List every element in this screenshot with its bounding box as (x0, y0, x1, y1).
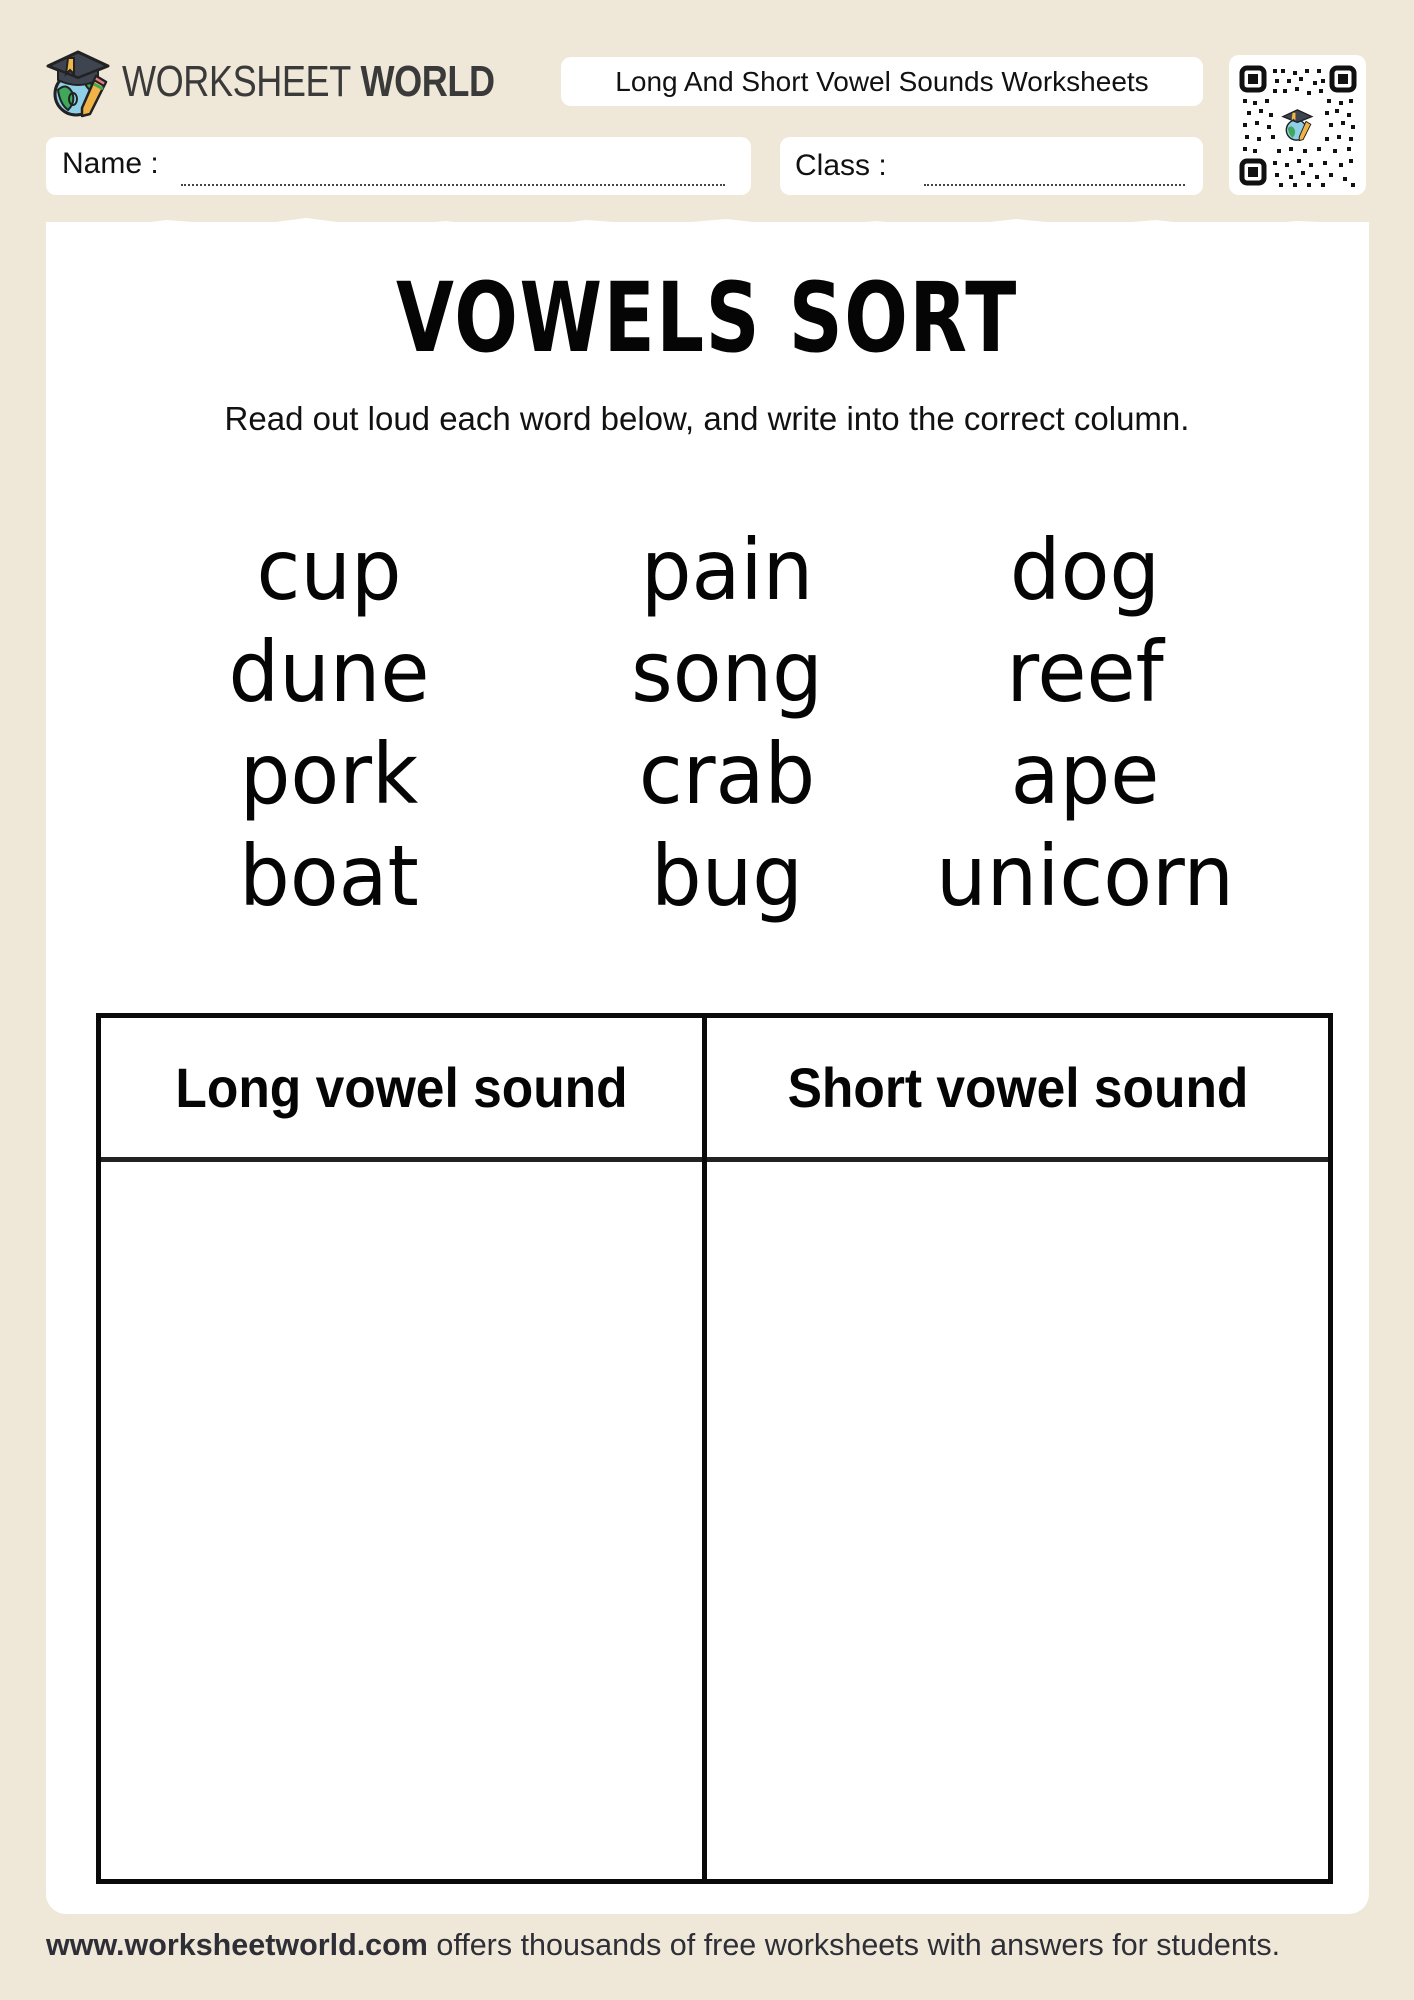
column-header-long-vowel: Long vowel sound (175, 1056, 628, 1119)
qr-code-icon (1229, 55, 1366, 195)
word-item: dog (1009, 521, 1161, 619)
torn-paper-edge (46, 214, 1369, 236)
word-item: dune (228, 623, 430, 721)
name-write-line[interactable] (181, 184, 725, 186)
long-vowel-answer-area[interactable] (101, 1162, 702, 1879)
footer-url-link[interactable]: www.worksheetworld.com (46, 1928, 428, 1962)
word-item: pork (239, 725, 419, 823)
brand-name-bold: WORLD (360, 57, 495, 106)
word-item: bug (651, 827, 803, 925)
brand-logo (46, 46, 495, 118)
word-item: boat (239, 827, 419, 925)
column-header-short-vowel: Short vowel sound (787, 1056, 1249, 1119)
word-item: cup (256, 521, 402, 619)
vowel-sort-table (96, 1013, 1333, 1884)
name-field[interactable] (46, 137, 751, 195)
word-item: song (631, 623, 823, 721)
class-write-line[interactable] (924, 184, 1185, 186)
name-label: Name : (62, 147, 159, 180)
class-label: Class : (795, 149, 887, 182)
graduation-globe-pencil-icon (46, 46, 114, 118)
worksheet-title-pill (561, 57, 1203, 106)
qr-code[interactable] (1229, 55, 1366, 195)
word-item: pain (640, 521, 814, 619)
word-item: reef (1006, 623, 1164, 721)
word-item: ape (1010, 725, 1160, 823)
page-title: VOWELS SORT (396, 262, 1018, 374)
short-vowel-answer-area[interactable] (707, 1162, 1328, 1879)
word-item: unicorn (935, 827, 1235, 925)
brand-name (122, 57, 495, 107)
footer-text (46, 1928, 1376, 1963)
worksheet-title: Long And Short Vowel Sounds Worksheets (615, 65, 1149, 97)
footer-tagline: offers thousands of free worksheets with answers for students. (427, 1928, 1281, 1962)
word-item: crab (638, 725, 816, 823)
class-field[interactable] (780, 137, 1203, 195)
brand-name-light: WORKSHEET (122, 57, 351, 106)
instruction-text: Read out loud each word below, and write into the correct column. (224, 400, 1190, 437)
